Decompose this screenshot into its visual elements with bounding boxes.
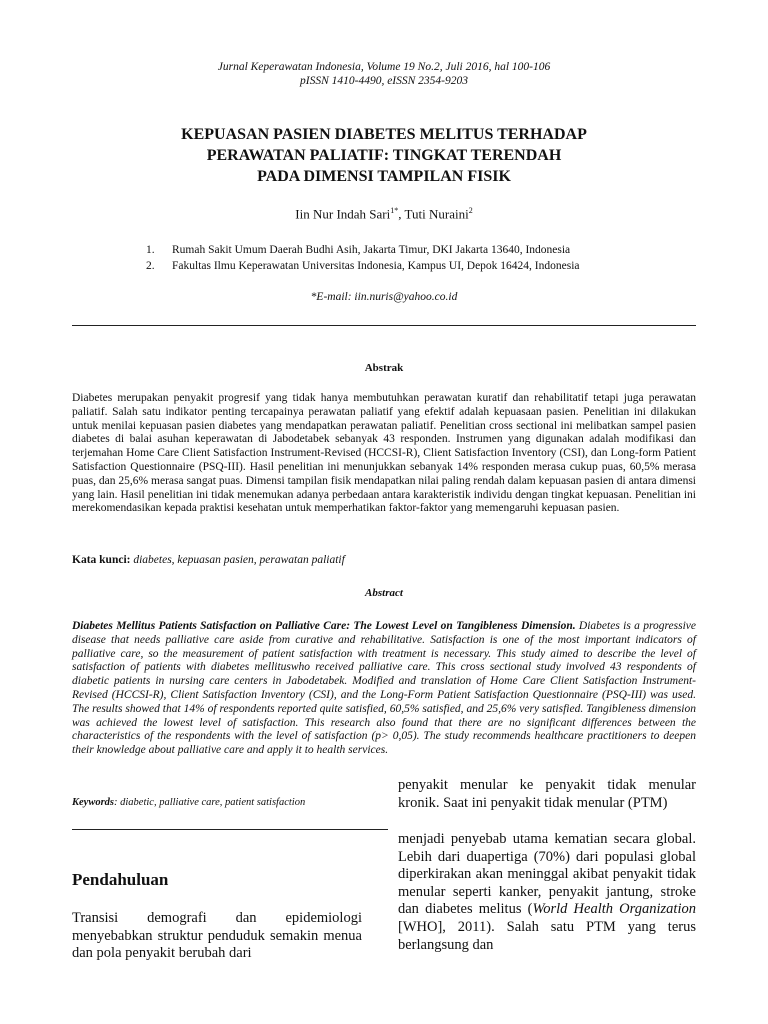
- affiliation-item: [146, 259, 706, 274]
- body-right-part-2: [WHO], 2011). Salah satu PTM yang terus berlangsung dan: [398, 918, 696, 953]
- section-heading: Pendahuluan: [72, 870, 169, 889]
- author-affiliation-mark: 1*: [390, 206, 399, 215]
- corresponding-email: *E-mail: iin.nuris@yahoo.co.id: [310, 291, 458, 303]
- journal-citation: Jurnal Keperawatan Indonesia, Volume 19 No.2, Juli 2016, hal 100-106: [217, 61, 551, 73]
- title-line-3: PADA DIMENSI TAMPILAN FISIK: [257, 168, 511, 185]
- issn-line: pISSN 1410-4490, eISSN 2354-9203: [299, 75, 468, 87]
- abstract-body: [72, 620, 696, 758]
- abstract-text: Diabetes is a progressive disease that needs palliative care aside from curative and rehabilitative. Satisfaction is one of the most important indicators of palliative care, so the measurement of patient satisfaction with treatment is necessary. This study aimed to describe the level of satisfaction of patients with diabetes mellituswho received palliative care. This cross sectional study involved 43 respondents of diabetic patients in nursing care centers in Jabodetabek. Modified and translation of Home Care Client Satisfaction Instrument-Revised (HCCSI-R), Client Satisfaction Inventory (CSI), and the Long-Form Patient Satisfaction Questionnaire (PSQ-III) was used. The results showed that 14% of respondents reported quite satisfied, 60,5% satisfied, and 25,6% very satisfied. Tangibleness dimension was achieved the lowest level of satisfaction. This research also found that there are no significant differences between the characteristics of the respondents with the level of satisfaction (p> 0,05). The study recommends healthcare practitioners to deepen their knowledge about palliative care and apply it to health services.: [72, 620, 697, 757]
- author-name: Tuti Nuraini: [404, 206, 469, 222]
- body-left-text: Transisi demografi dan epidemiologi menyebabkan struktur penduduk semakin menua dan pola penyakit berubah dari: [72, 910, 362, 962]
- kata-kunci: [72, 554, 572, 566]
- abstract-heading: Abstract: [365, 587, 403, 599]
- affiliation-text: Rumah Sakit Umum Daerah Budhi Asih, Jakarta Timur, DKI Jakarta 13640, Indonesia: [172, 244, 571, 256]
- title-line-2: PERAWATAN PALIATIF: TINGKAT TERENDAH: [206, 147, 562, 164]
- body-right-part-1: menjadi penyebab utama kematian secara global. Lebih dari duapertiga (70%) dari populasi global diperkirakan akan meninggal akibat penyakit tidak menular seperti kanker, penyakit jantung, stroke dan diabetes melitus (: [398, 831, 696, 918]
- keywords-label: Keywords: [72, 797, 114, 808]
- divider: [72, 325, 696, 326]
- abstract-title: Diabetes Mellitus Patients Satisfaction on Palliative Care: The Lowest Level on Tangibleness Dimension.: [72, 620, 576, 632]
- author-name: Iin Nur Indah Sari: [295, 206, 391, 222]
- body-right-italic: World Health Organization: [532, 901, 696, 918]
- divider: [72, 829, 388, 830]
- author-separator: ,: [398, 206, 405, 222]
- affiliation-number: 2.: [146, 260, 155, 272]
- keywords: [72, 797, 392, 808]
- article-title: [80, 124, 688, 187]
- kata-kunci-label: Kata kunci:: [72, 554, 131, 566]
- body-right-text: [398, 831, 696, 954]
- abstrak-heading: Abstrak: [364, 362, 404, 374]
- affiliation-number: 1.: [146, 244, 155, 256]
- abstrak-body: Diabetes merupakan penyakit progresif yang tidak hanya membutuhkan perawatan kuratif dan rehabilitatif tetapi juga perawatan paliatif. Salah satu indikator penting tercapainya perawatan paliatif yang efektif adalah kepuasaan pasien. Penelitian ini dilakukan untuk menilai kepuasan pasien diabetes yang mendapatkan perawatan paliatif. Penelitian cross sectional ini melibatkan sampel pasien diabetes di balai asuhan keperawatan di Jabodetabek sebanyak 43 responden. Instrumen yang digunakan adalah modifikasi dan terjemahan Home Care Client Satisfaction Instrument-Revised (HCCSI-R), Client Satisfaction Inventory (CSI), dan Long-form Patient Satisfaction Questionnaire (PSQ-III). Hasil penelitian ini menunjukkan sebanyak 14% responden merasa cukup puas, 60,5% merasa puas, dan 25,6% merasa sangat puas. Dimensi tampilan fisik mendapatkan nilai paling rendah dalam kepuasan pasien di antara dimensi yang lain. Hasil penelitian ini tidak menemukan adanya perbedaan antara karakteristik individu dengan tingkat kepuasan. Penelitian ini merekomendasikan kepada praktisi kesehatan untuk memperhatikan faktor-faktor yang memengaruhi kepuasan pasien.: [72, 392, 696, 515]
- title-line-1: KEPUASAN PASIEN DIABETES MELITUS TERHADAP: [181, 126, 587, 143]
- affiliation-text: Fakultas Ilmu Keperawatan Universitas Indonesia, Kampus UI, Depok 16424, Indonesia: [172, 260, 580, 272]
- kata-kunci-values: diabetes, kepuasan pasien, perawatan paliatif: [130, 554, 345, 566]
- body-right-top-text: penyakit menular ke penyakit tidak menular kronik. Saat ini penyakit tidak menular (PTM): [398, 777, 696, 811]
- author-list: [0, 206, 768, 222]
- affiliation-item: [146, 243, 706, 258]
- keywords-values: : diabetic, palliative care, patient satisfaction: [114, 797, 306, 808]
- author-affiliation-mark: 2: [468, 206, 473, 215]
